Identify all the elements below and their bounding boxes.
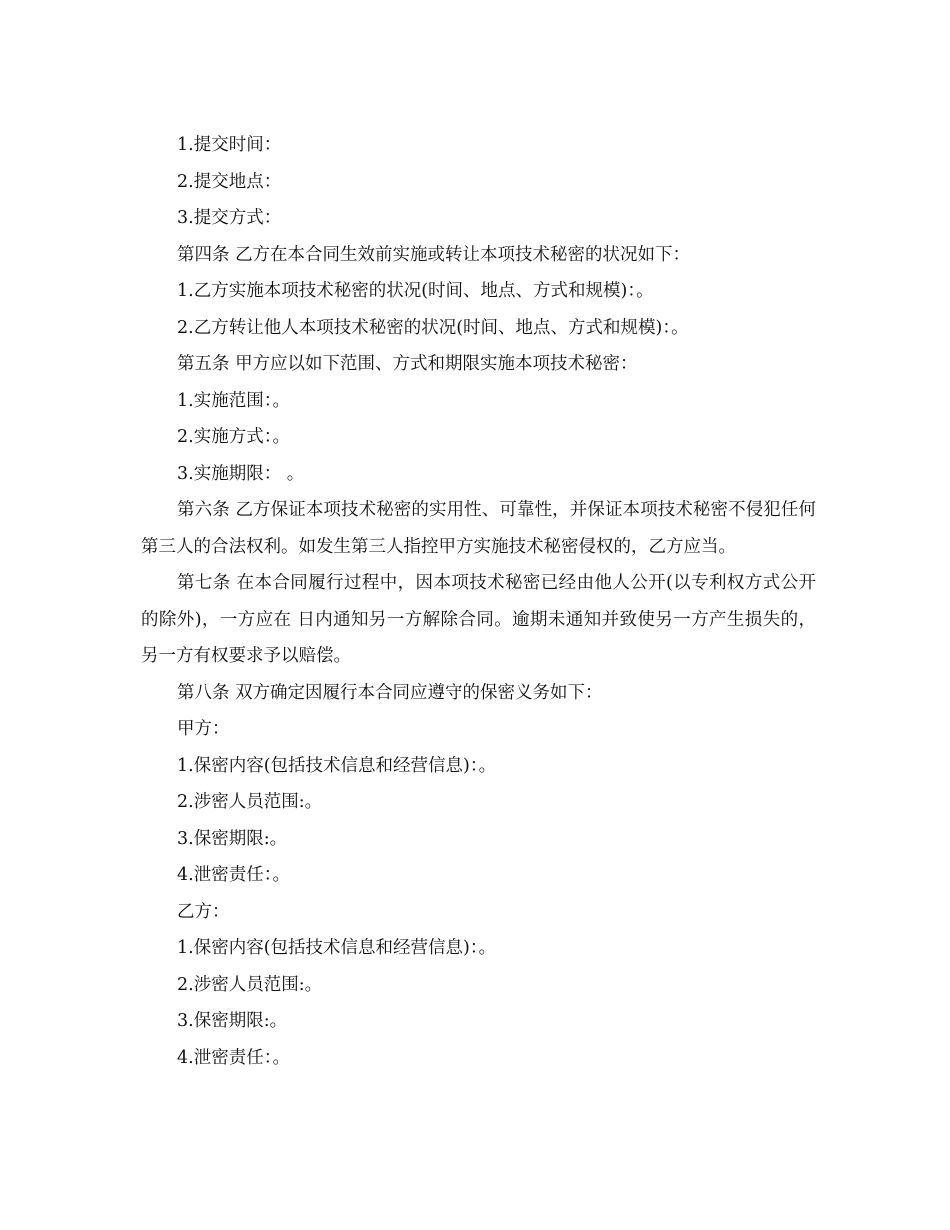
clause-5-heading: 第五条 甲方应以如下范围、方式和期限实施本项技术秘密： xyxy=(177,354,638,374)
party-b-item-content: 1.保密内容(包括技术信息和经营信息)：。 xyxy=(177,938,497,958)
party-a-item-period: 3.保密期限:。 xyxy=(177,828,288,849)
document-body xyxy=(141,127,816,1076)
clause-5-item-period: 3.实施期限： 。 xyxy=(177,463,305,484)
clause-5-item-scope: 1.实施范围：。 xyxy=(177,390,290,411)
party-a-item-liability: 4.泄密责任：。 xyxy=(177,865,290,885)
clause-3-item-submit-place: 2.提交地点： xyxy=(177,171,282,192)
clause-6-paragraph: 第六条 乙方保证本项技术秘密的实用性、可靠性，并保证本项技术秘密不侵犯任何第三人的合法权利。如发生第三人指控甲方实施技术秘密侵权的，乙方应当。 xyxy=(141,500,816,557)
party-a-item-personnel: 2.涉密人员范围:。 xyxy=(177,792,323,812)
clause-7-paragraph: 第七条 在本合同履行过程中，因本项技术秘密已经由他人公开(以专利权方式公开的除外)，一方应在 日内通知另一方解除合同。逾期未通知并致使另一方产生损失的，另一方有权要求予以赔偿。 xyxy=(141,573,816,666)
party-b-item-liability: 4.泄密责任：。 xyxy=(177,1047,290,1068)
party-b-item-period: 3.保密期限:。 xyxy=(177,1011,288,1031)
clause-4-heading: 第四条 乙方在本合同生效前实施或转让本项技术秘密的状况如下： xyxy=(177,244,691,265)
clause-8-heading: 第八条 双方确定因履行本合同应遵守的保密义务如下： xyxy=(177,682,603,703)
clause-4-item-implementation: 1.乙方实施本项技术秘密的状况(时间、地点、方式和规模)：。 xyxy=(177,281,654,301)
party-a-label: 甲方： xyxy=(177,719,230,739)
clause-3-item-submit-time: 1.提交时间： xyxy=(177,135,282,155)
party-b-label: 乙方： xyxy=(177,901,230,922)
clause-3-item-submit-method: 3.提交方式： xyxy=(177,208,282,228)
party-b-item-personnel: 2.涉密人员范围:。 xyxy=(177,974,323,995)
party-a-item-content: 1.保密内容(包括技术信息和经营信息)：。 xyxy=(177,755,497,776)
clause-5-item-method: 2.实施方式：。 xyxy=(177,427,290,447)
clause-4-item-transfer: 2.乙方转让他人本项技术秘密的状况(时间、地点、方式和规模)：。 xyxy=(177,317,689,338)
